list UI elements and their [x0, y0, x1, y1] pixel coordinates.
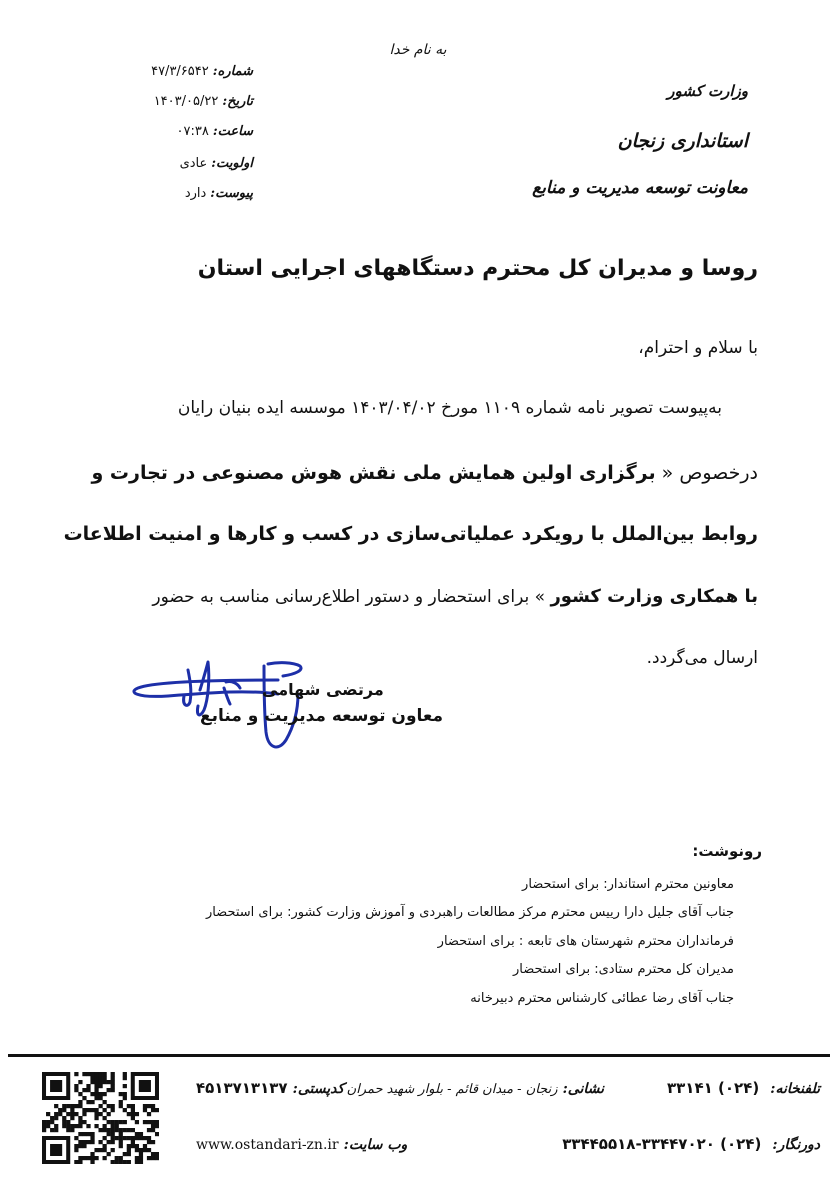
- postal-value: ۴۵۱۳۷۱۳۱۳۷: [196, 1079, 288, 1097]
- signer-name: مرتضی شهامی: [262, 680, 384, 699]
- address-label: نشانی:: [562, 1081, 604, 1097]
- footer-website: [196, 1134, 407, 1153]
- cc-item: جناب آقای جلیل دارا رییس محترم مرکز مطالعات راهبردی و آموزش وزارت کشور: برای استحضار: [205, 905, 734, 920]
- letter-meta: [98, 62, 253, 212]
- footer-fax: [562, 1134, 820, 1153]
- governorate-name: استانداری زنجان: [617, 130, 748, 152]
- letter-body-line-2-plain: درخصوص «: [655, 462, 758, 484]
- meta-date-value: ۱۴۰۳/۰۵/۲۲: [153, 94, 219, 109]
- cc-item: جناب آقای رضا عطائی کارشناس محترم دبیرخانه: [470, 991, 734, 1006]
- letter-body-line-3: روابط بین‌الملل با رویکرد عملیاتی‌سازی در کسب و کارها و امنیت اطلاعات: [63, 523, 758, 545]
- qr-code-icon: [42, 1072, 159, 1164]
- footer-address: [347, 1078, 604, 1097]
- meta-priority: [180, 156, 253, 172]
- cc-title: رونوشت:: [692, 842, 762, 860]
- meta-attachment: [185, 186, 253, 202]
- meta-date: [154, 94, 253, 110]
- meta-time: [177, 124, 254, 140]
- meta-number: [151, 64, 253, 80]
- letter-body-line-4-bold: با همکاری وزارت کشور: [550, 586, 758, 607]
- letter-body-line-4: [152, 586, 758, 607]
- meta-number-value: ۴۷/۳/۶۵۴۲: [151, 64, 209, 79]
- postal-label: کدپستی:: [292, 1081, 345, 1097]
- cc-item: فرمانداران محترم شهرستان های تابعه : برای استحضار: [437, 934, 734, 949]
- letter-body-line-2-bold: برگزاری اولین همایش ملی نقش هوش مصنوعی در تجارت و: [91, 462, 656, 484]
- meta-date-label: تاریخ:: [222, 94, 253, 109]
- meta-priority-value: عادی: [179, 156, 208, 171]
- letter-body-line-1: به‌پیوست تصویر نامه شماره ۱۱۰۹ مورخ ۱۴۰۳/۰۴/۰۲ موسسه ایده بنیان رایان: [177, 398, 722, 418]
- cc-item: مدیران کل محترم ستادی: برای استحضار: [513, 962, 734, 977]
- signature-image: [128, 650, 428, 760]
- fax-value: (۰۲۴) ۳۳۴۴۷۰۲۰-۳۳۴۴۵۵۱۸: [562, 1135, 762, 1153]
- department-name: معاونت توسعه مدیریت و منابع: [532, 178, 748, 198]
- meta-attachment-value: دارد: [184, 186, 207, 201]
- meta-time-value: ۰۷:۳۸: [176, 124, 209, 139]
- letter-body-line-2: [92, 462, 759, 484]
- cc-item: معاونین محترم استاندار: برای استحضار: [522, 877, 734, 892]
- footer-postal: [196, 1078, 344, 1097]
- meta-priority-label: اولویت:: [211, 156, 253, 171]
- fax-label: دورنگار:: [772, 1137, 820, 1153]
- website-label: وب سایت:: [343, 1137, 408, 1153]
- letter-greeting: با سلام و احترام،: [638, 338, 758, 358]
- letter-body-line-4-plain: » برای استحضار و دستور اطلاع‌رسانی مناسب به حضور: [152, 587, 551, 607]
- phone-label: تلفنخانه:: [770, 1081, 820, 1097]
- bismillah-text: به نام خدا: [389, 42, 447, 58]
- phone-value: (۰۲۴) ۳۳۱۴۱: [667, 1079, 760, 1097]
- meta-time-label: ساعت:: [212, 124, 253, 139]
- meta-number-label: شماره:: [212, 64, 253, 79]
- website-link[interactable]: www.ostandari-zn.ir: [196, 1137, 339, 1153]
- letter-recipient: روسا و مدیران کل محترم دستگاههای اجرایی استان: [197, 256, 758, 281]
- address-value: زنجان - میدان قائم - بلوار شهید حمران: [346, 1082, 558, 1097]
- footer-phone: [667, 1078, 820, 1097]
- footer-divider: [8, 1054, 830, 1057]
- signer-title: معاون توسعه مدیریت و منابع: [200, 706, 444, 726]
- meta-attachment-label: پیوست:: [210, 186, 253, 201]
- ministry-name: وزارت کشور: [667, 82, 748, 100]
- letter-body-line-5: ارسال می‌گردد.: [646, 648, 758, 668]
